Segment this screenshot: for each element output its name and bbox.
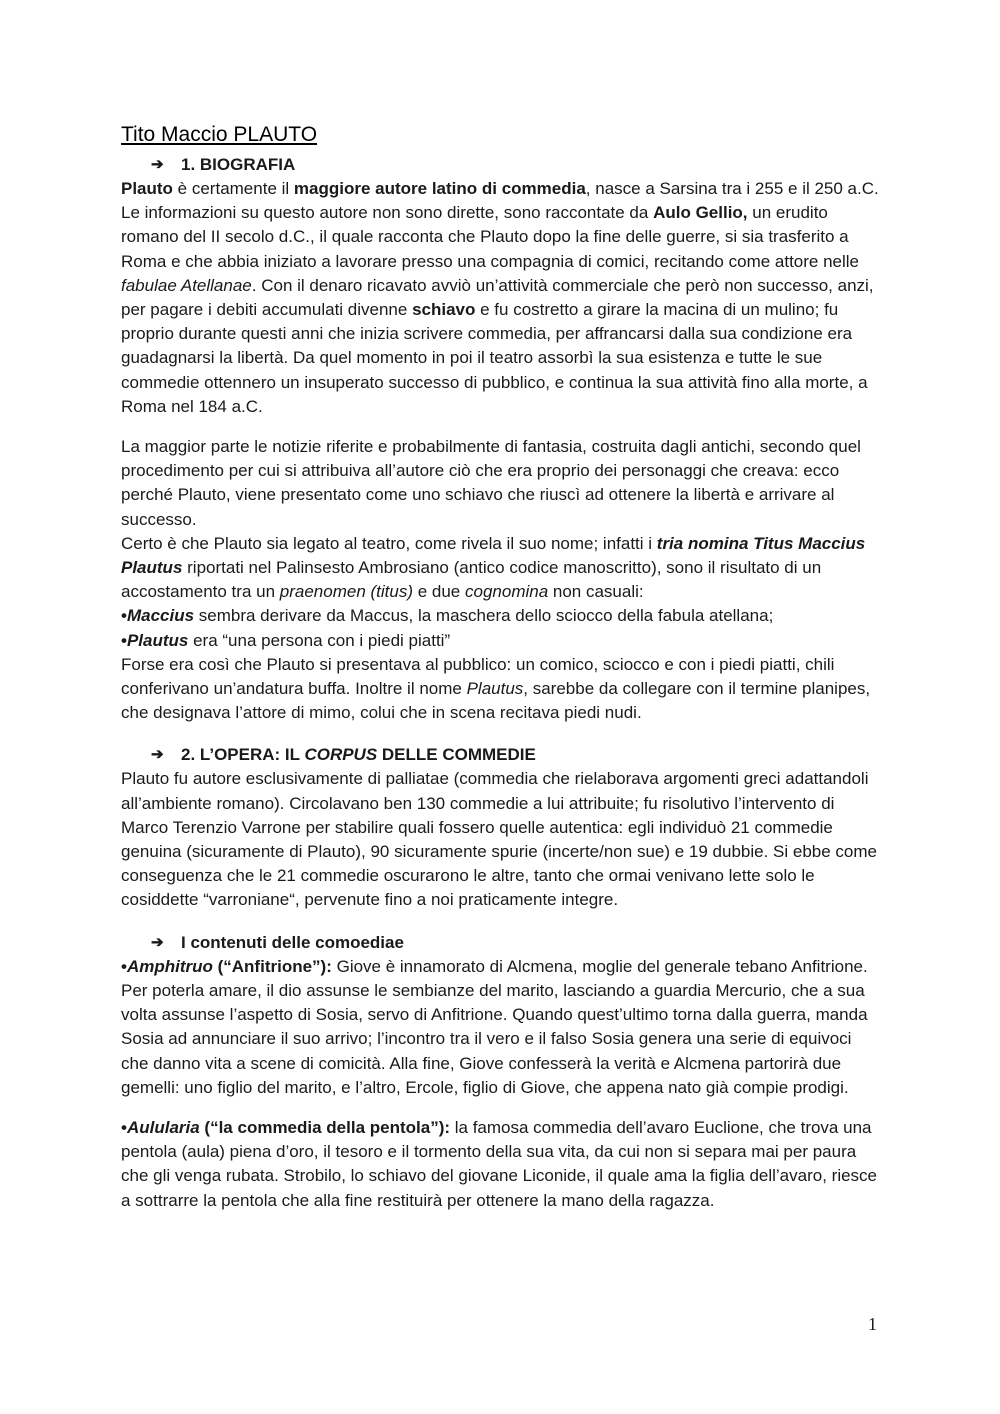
text-run: La maggior parte le notizie riferite e probabilmente di fantasia, costruita dagli antichi, secondo quel procedimento per cui si attribuiva all’autore ciò che era proprio dei personaggi che creava: ecco perché Plauto, viene presentato come uno schiavo che riuscì ad ottenere la libertà e arrivare al successo. — [121, 437, 861, 529]
text-run: • — [121, 630, 127, 650]
heading-text: 1. BIOGRAFIA — [181, 155, 296, 174]
text-run: è certamente il — [172, 179, 294, 198]
text-run: • — [121, 956, 127, 976]
bullet-item — [121, 955, 881, 1100]
text-run: Aulularia — [126, 1117, 200, 1137]
section-heading-contenuti — [151, 931, 881, 955]
text-run: riportati nel Palinsesto Ambrosiano (antico codice manoscritto), sono il risultato di un accostamento tra un — [121, 558, 822, 602]
text-run: , nasce a Sarsina tra i 255 e il 250 a.C. Le informazioni su questo autore non sono dirette, sono raccontate da — [121, 179, 879, 223]
paragraph — [121, 532, 881, 605]
text-run: fabulae Atellanae — [121, 275, 252, 295]
text-run: schiavo — [412, 300, 476, 320]
paragraph — [121, 767, 881, 912]
text-run: Plauto — [121, 179, 173, 198]
text-run: tria nomina Titus Maccius Plautus — [121, 533, 866, 578]
text-run: • — [121, 606, 127, 626]
text-run: Plautus — [126, 630, 189, 650]
arrow-bullet-icon: ➔ — [151, 746, 164, 764]
section-heading-opera — [151, 743, 881, 767]
text-run: praenomen (titus) — [279, 582, 413, 602]
text-run: 2. L’OPERA: IL — [181, 745, 305, 765]
document-title: Tito Maccio PLAUTO — [121, 123, 318, 146]
text-run: Certo è che Plauto sia legato al teatro, come rivela il suo nome; infatti i — [121, 533, 657, 553]
paragraph — [121, 653, 881, 726]
text-run: Amphitruo — [126, 956, 213, 976]
text-run: e due — [413, 582, 465, 602]
arrow-bullet-icon: ➔ — [151, 933, 164, 951]
arrow-bullet-icon: ➔ — [151, 156, 164, 173]
document-page — [121, 122, 881, 1213]
page-number: 1 — [868, 1314, 877, 1334]
text-run: cognomina — [465, 582, 549, 602]
text-run: Forse era così che Plauto si presentava al pubblico: un comico, sciocco e con i piedi piatti, chili conferivano un’andatura buffa. Inoltre il nome — [121, 654, 835, 699]
text-run: Maccius — [126, 606, 195, 626]
text-run: sembra derivare da Maccus, la maschera dello sciocco della fabula atellana; — [194, 606, 774, 626]
bullet-item — [121, 629, 881, 653]
text-run: (“la commedia della pentola”): — [199, 1117, 451, 1137]
text-run: Aulo Gellio, — [653, 203, 748, 223]
text-run: non casuali: — [548, 582, 644, 602]
text-run: Plauto fu autore esclusivamente di palliatae (commedia che rielaborava argomenti greci adattandoli all’ambiente romano). Circolavano ben 130 commedie a lui attribuite; fu risolutivo l’intervento di Marco Terenzio Varrone per stabilire quali fossero quelle autentica: egli individuò 21 commedie genuina (sicuramente di Plauto), 90 sicuramente spurie (incerte/non sue) e 19 dubbie. Si ebbe come conseguenza che le 21 commedie oscurarono le altre, tanto che ormai venivano lette solo le cosiddette “varroniane“, pervenute fino a noi praticamente integre. — [121, 769, 877, 910]
paragraph — [121, 177, 881, 419]
text-run: CORPUS — [304, 745, 378, 765]
paragraph — [121, 435, 881, 532]
text-run: (“Anfitrione”): — [212, 956, 332, 976]
bullet-item — [121, 604, 881, 628]
text-run: la famosa commedia dell’avaro Euclione, che trova una pentola (aula) piena d’oro, il tesoro e il tormento della sua vita, da cui non si separa mai per paura che gli venga rubata. Strobilo, lo schiavo del giovane Liconide, il quale ama la figlia dell’avaro, riesce a sottrarre la pentola che alla fine restituirà per ottenere la mano della ragazza. — [121, 1117, 878, 1210]
heading-text: I contenuti delle comoediae — [181, 932, 404, 952]
text-run: DELLE COMMEDIE — [377, 745, 536, 765]
text-run: e fu costretto a girare la macina di un mulino; fu proprio durante questi anni che inizia scrivere commedia, per affrancarsi dalla sua condizione era guadagnarsi la libertà. Da quel momento in poi il teatro assorbì la sua esistenza e tutte le sue commedie ottennero un insuperato successo di pubblico, e continua la sua attività fino alla morte, a Roma nel 184 a.C. — [121, 300, 868, 416]
text-run: Giove è innamorato di Alcmena, moglie del generale tebano Anfitrione. Per poterla amare, il dio assunse le sembianze del marito, lasciando a guardia Mercurio, che a sua volta assunse l’aspetto di Sosia, servo di Anfitrione. Quando quest’ultimo torna dalla guerra, manda Sosia ad annunciare il suo arrivo; l’incontro tra il vero e il falso Sosia genera una serie di equivoci che danno vita a scene di comicità. Alla fine, Giove confesserà la verità e Alcmena partorirà due gemelli: uno figlio del marito, e l’altro, Ercole, figlio di Giove, che appena nato già compie prodigi. — [121, 956, 868, 1097]
text-run: • — [121, 1117, 127, 1137]
text-run: era “una persona con i piedi piatti” — [188, 630, 451, 650]
text-run: Plautus — [466, 679, 524, 699]
bullet-item — [121, 1116, 881, 1213]
text-run: , sarebbe da collegare con il termine planipes, che designava l’attore di mimo, colui che in scena recitava piedi nudi. — [121, 679, 871, 723]
section-heading-biografia — [151, 153, 881, 177]
text-run: . Con il denaro ricavato avviò un’attività commerciale che però non successo, anzi, per pagare i debiti accumulati divenne — [121, 275, 874, 320]
text-run: maggiore autore latino di commedia — [293, 179, 586, 198]
text-run: un erudito romano del II secolo d.C., il quale racconta che Plauto dopo la fine delle guerre, si sia trasferito a Roma e che abbia iniziato a lavorare presso una compagnia di comici, recitando come attore nelle — [121, 203, 860, 271]
heading-text — [181, 743, 536, 767]
